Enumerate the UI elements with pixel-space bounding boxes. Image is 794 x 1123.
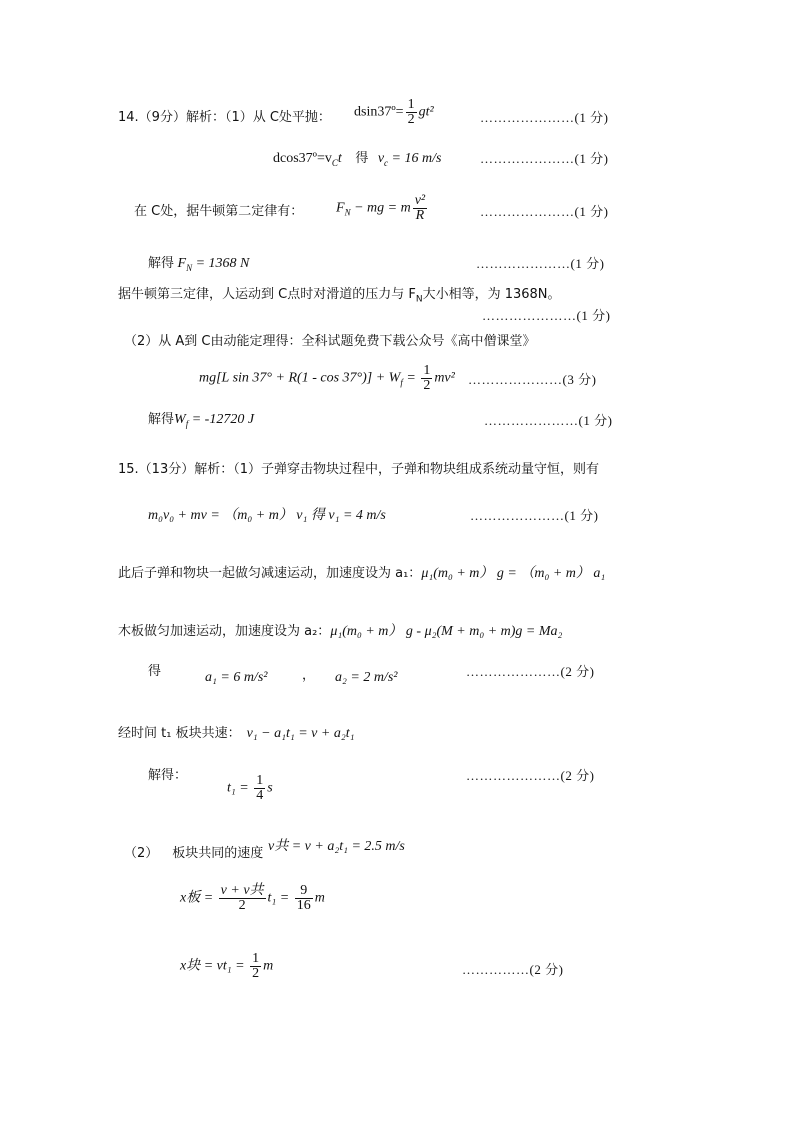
work-energy-equation: mg[L $\sin 37^\circ + R(1 - \cos 37^\circ)] + W_f$ = $\frac{1}{2}$ mv² [199, 363, 455, 393]
a2-result: a₂ = 2 m/s² [335, 670, 398, 685]
t1-result: t₁ = $\frac{1}{4}$ s [227, 773, 273, 803]
score-mark: …………………(1 分) [470, 508, 599, 523]
board-displacement: x板 = $\frac{\text{v + v共}}{2}$ t₁ = $\frac{9}{16}$ m [180, 883, 325, 913]
normal-force-result: 解得 $F_N = 1368$ N [148, 256, 250, 273]
deceleration-line: 此后子弹和物块一起做匀减速运动，加速度设为 a₁：μ₁(m₀ + m） g = （m₀ + m） a₁ [118, 566, 606, 581]
acceleration-line: 木板做匀加速运动，加速度设为 a₂：μ₁(m₀ + m） g - μ₂(M + m₀ + m)g = Ma₂ [118, 624, 563, 639]
problem-15-header: 15.（13分）解析：（1）子弹穿击物块过程中，子弹和物块组成系统动量守恒，则有 [118, 462, 599, 477]
newton-second-law-text: 在 C处，据牛顿第二定律有： [134, 204, 304, 219]
common-velocity-result: v共 = v + a₂t₁ = 2.5 m/s [268, 839, 405, 854]
score-mark: …………………(1 分) [484, 413, 613, 428]
newton-third-law-text: 据牛顿第三定律，人运动到 C点时对滑道的压力与 $F_N$大小相等，为 1368N。 [118, 287, 561, 305]
score-mark: …………………(1 分) [480, 110, 609, 125]
part-2-header: （2）从 A到 C由动能定理得：全科试题免费下载公众号《高中僧课堂》 [124, 334, 536, 349]
momentum-equation: m₀v₀ + mv = （m₀ + m） v₁ 得 v₁ = 4 m/s [148, 508, 386, 523]
newton-second-law-equation: $F_N$ − mg = m $\frac{\text{v²}}{R}$ [336, 193, 426, 223]
projectile-equation: dsin37º= $\frac{1}{2}$ gt² [354, 97, 434, 127]
comma: ， [302, 668, 316, 683]
score-mark: …………………(1 分) [480, 151, 609, 166]
score-mark: …………………(1 分) [480, 204, 609, 219]
score-mark: …………………(3 分) [468, 372, 597, 387]
score-mark: …………………(2 分) [466, 664, 595, 679]
problem-14-header: 14.（9分）解析：（1）从 C处平抛： [118, 110, 331, 125]
score-mark: …………………(1 分) [482, 308, 611, 323]
score-mark: …………………(2 分) [466, 768, 595, 783]
friction-work-result: 解得$W_f = -12720$ J [148, 412, 255, 429]
solve-label: 解得： [148, 768, 188, 783]
score-mark: ……………(2 分) [462, 962, 564, 977]
result-label: 得 [148, 664, 162, 679]
horizontal-equation: $dcos37º=v_Ct$ 得 $v_c = 16$ m/s [273, 151, 442, 168]
part-2-line: （2） 板块共同的速度 [124, 846, 264, 861]
common-velocity-line: 经时间 t₁ 板块共速： v₁ − a₁t₁ = v + a₂t₁ [118, 726, 355, 741]
a1-result: a₁ = 6 m/s² [205, 670, 268, 685]
block-displacement: x块 = vt₁ = $\frac{1}{2}$ m [180, 951, 274, 981]
score-mark: …………………(1 分) [476, 256, 605, 271]
